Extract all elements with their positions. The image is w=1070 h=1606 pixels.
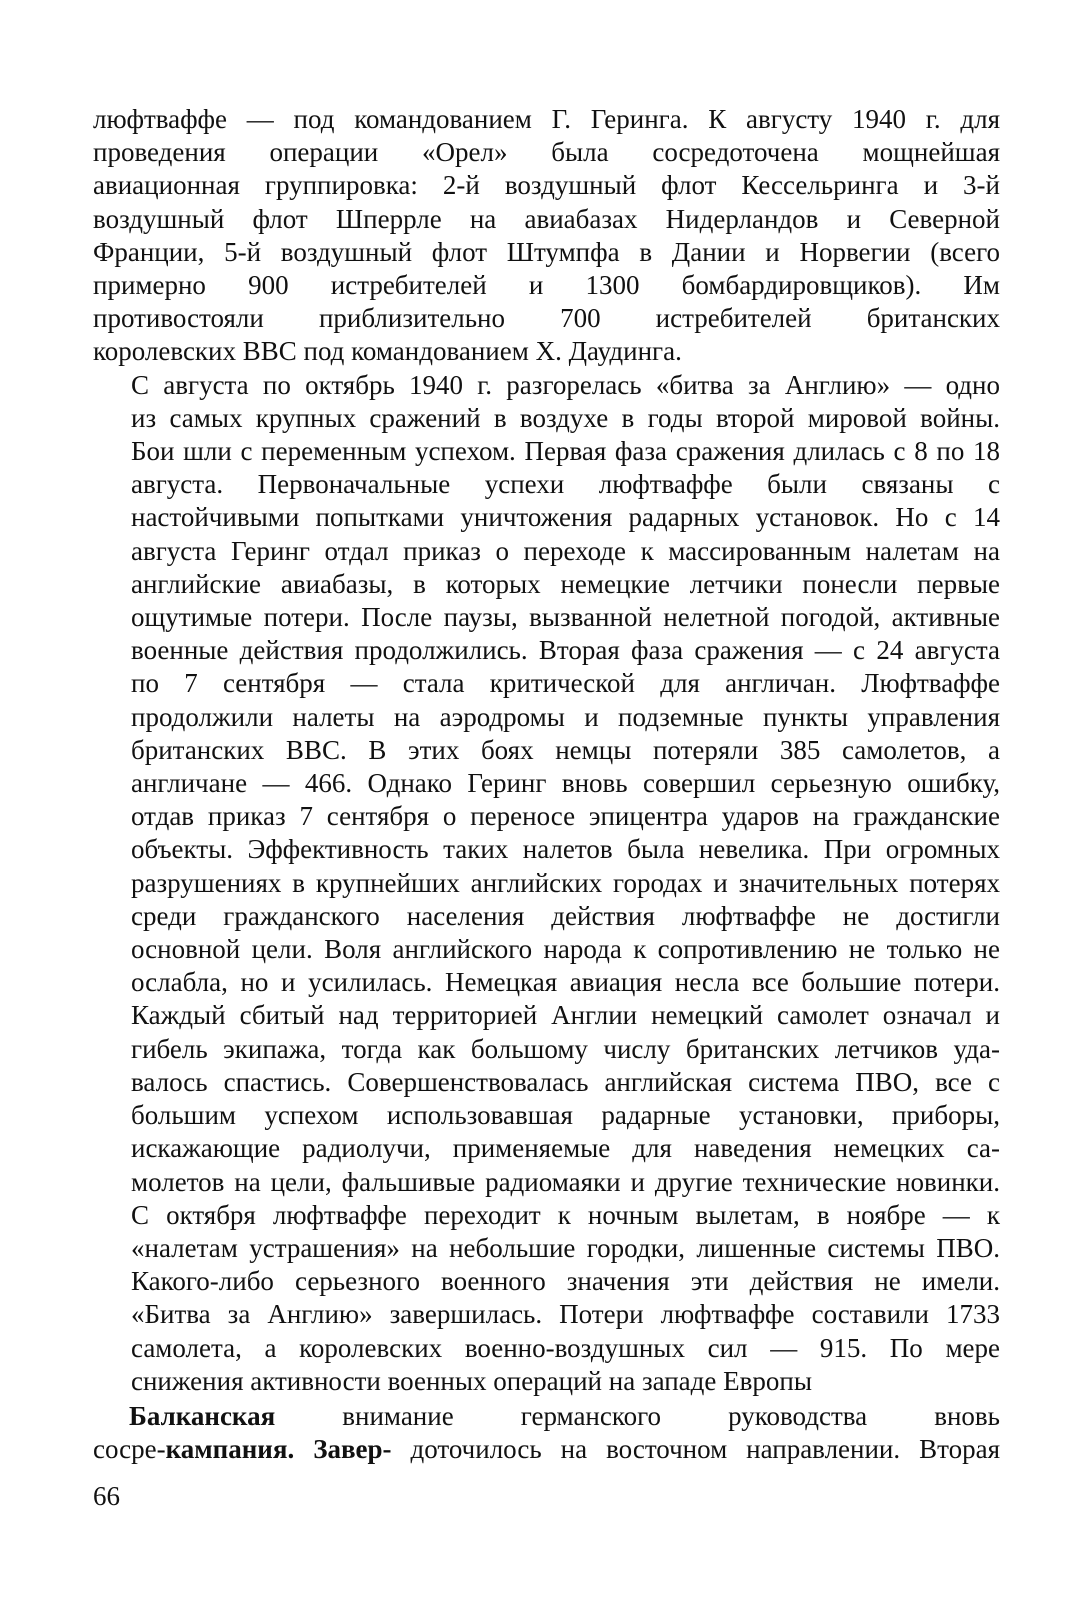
text-line: по 7 сентября — стала критической для англичан. Люфтваффе [131,668,1000,699]
text-line: отдав приказ 7 сентября о переносе эпицентра ударов на гражданские [131,801,1000,832]
text-line: люфтваффе — под командованием Г. Геринга. К августу 1940 г. для [93,104,1000,134]
text-line: примерно 900 истребителей и 1300 бомбардировщиков). Им [93,270,1000,301]
text-line: Каждый сбитый над территорией Англии немецкий самолет означал и [131,1000,1000,1031]
text-line: ощутимые потери. После паузы, вызванной нелетной погодой, активные [131,602,1000,633]
text-line: гибель экипажа, тогда как большому числу британских летчиков уда- [131,1033,1000,1064]
text-line: большим успехом использовавшая радарные установки, приборы, [131,1100,1000,1131]
text-line: объекты. Эффективность таких налетов была невелика. При огромных [131,834,1000,865]
text-line: среди гражданского населения действия люфтваффе не достигли [131,900,1000,931]
text-line: королевских ВВС под командованием X. Даудинга. [93,336,682,367]
text-line: августа. Первоначальные успехи люфтваффе были связаны с [131,469,1000,500]
text-line: «налетам устрашения» на небольшие городки, лишенные системы ПВО. [131,1232,1000,1263]
page-number: 66 [93,1481,120,1511]
text-line: из самых крупных сражений в воздухе в годы второй мировой войны. [131,402,1000,433]
text-line [93,1400,1000,1433]
text-line: молетов на цели, фальшивые радиомаяки и другие технические новинки. [131,1166,1000,1197]
paragraph-1 [93,103,1000,369]
text-line: «Битва за Англию» завершилась. Потери люфтваффе составили 1733 [131,1299,1000,1330]
sidebar-heading-fragment: Балканская [129,1400,276,1431]
text-line: снижения активности военных операций на западе Европы [131,1365,812,1396]
text-fragment: доточилось на восточном направлении. Вторая [410,1434,1000,1465]
text-line: ослабла, но и усилилась. Немецкая авиация несла все большие потери. [131,967,1000,998]
paragraph-2 [93,369,1000,1398]
body-text [93,103,1000,1466]
text-line: основной цели. Воля английского народа к сопротивлению не только не [131,934,1000,965]
text-line: настойчивыми попытками уничтожения радарных установок. Но с 14 [131,502,1000,533]
text-line: искажающие радиолучи, применяемые для наведения немецких са- [131,1133,1000,1164]
text-line: разрушениях в крупнейших английских городах и значительных потерях [131,867,1000,898]
text-line: валось спастись. Совершенствовалась английская система ПВО, все с [131,1066,1000,1097]
text-line: самолета, а королевских военно-воздушных сил — 915. По мере [131,1332,1000,1363]
text-line: военные действия продолжились. Вторая фаза сражения — с 24 августа [131,635,1000,666]
text-fragment: внимание германского руководства вновь [342,1400,1000,1431]
text-line: С октября люфтваффе переходит к ночным вылетам, в ноябре — к [131,1199,1000,1230]
sidebar-heading-fragment: кампания. Завер- [165,1434,392,1465]
text-line: воздушный флот Шперрле на авиабазах Нидерландов и Северной [93,203,1000,234]
text-line: противостояли приблизительно 700 истребителей британских [93,303,1000,334]
text-line: продолжили налеты на аэродромы и подземные пункты управления [131,701,1000,732]
text-line: Какого-либо серьезного военного значения эти действия не имели. [131,1266,1000,1297]
text-line: Франции, 5-й воздушный флот Штумпфа в Дании и Норвегии (всего [93,236,1000,267]
text-line: августа Геринг отдал приказ о переходе к массированным налетам на [131,535,1000,566]
text-fragment: сосре- [93,1434,166,1465]
text-line [93,1433,1000,1466]
paragraph-3-balkan-campaign [93,1400,1000,1466]
text-line: С августа по октябрь 1940 г. разгорелась «битва за Англию» — одно [131,369,1000,400]
text-line: англичане — 466. Однако Геринг вновь совершил серьезную ошибку, [131,768,1000,799]
text-line: английские авиабазы, в которых немецкие летчики понесли первые [131,568,1000,599]
text-line: Бои шли с переменным успехом. Первая фаза сражения длилась с 8 по 18 [131,436,1000,467]
text-line: авиационная группировка: 2-й воздушный флот Кессельринга и 3-й [93,170,1000,201]
text-line: проведения операции «Орел» была сосредоточена мощнейшая [93,137,1000,168]
text-line: британских ВВС. В этих боях немцы потеряли 385 самолетов, а [131,734,1000,765]
